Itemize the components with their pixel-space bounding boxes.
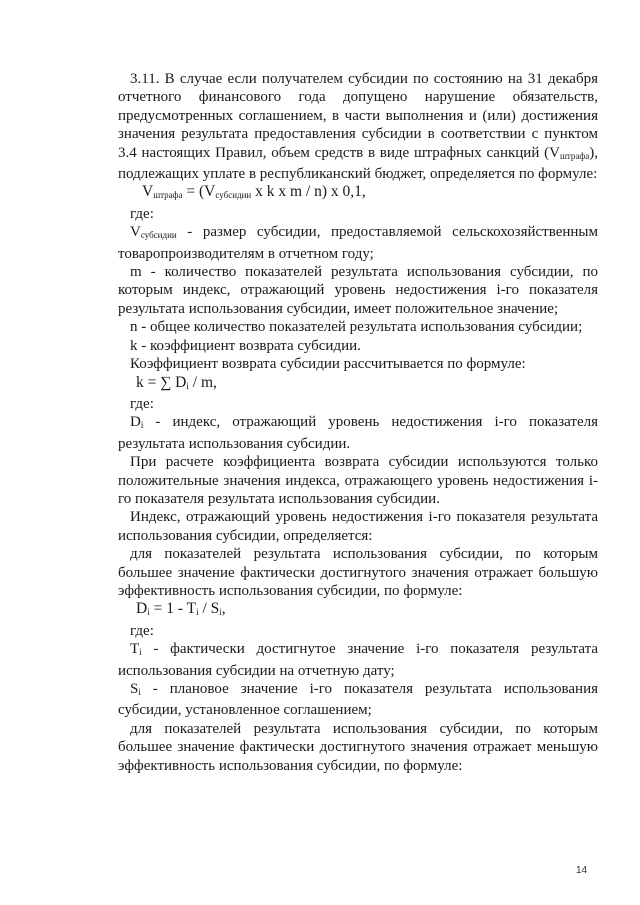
paragraph-greater-effectiveness: для показателей результата использования субсидии, по которым большее значение фактически достигнутого значения отражает большую эффективность использования субсидии, по формуле: bbox=[118, 546, 598, 599]
definition-n: n - общее количество показателей результата использования субсидии; bbox=[130, 319, 583, 336]
where-label: где: bbox=[130, 622, 154, 639]
definition-t: $T_i$ - фактически достигнутое значение i-го показателя результата использования субсидии на отчетную дату; bbox=[118, 641, 598, 679]
definition-k: k - коэффициент возврата субсидии. bbox=[130, 337, 361, 354]
where-label: где: bbox=[130, 395, 154, 412]
index-formula: $D_i = 1 - T_i / S_i$, bbox=[136, 600, 226, 618]
paragraph-index: Индекс, отражающий уровень недостижения i-го показателя результата использования субсидии, определяется: bbox=[118, 509, 598, 544]
k-intro: Коэффициент возврата субсидии рассчитывается по формуле: bbox=[130, 356, 526, 373]
page-number: 14 bbox=[576, 865, 588, 876]
paragraph-3-11: 3.11. В случае если получателем субсидии по состоянию на 31 декабря отчетного финансового года допущено нарушение обязательств, предусмотренных соглашением, в части выполнения и (или) достижения значения результата предоставления субсидии в соответствии с пунктом 3.4 настоящих Правил, объем средств в виде штрафных санкций $(V_{штрафа})$, подлежащих уплате в республиканский бюджет, определяется по формуле: bbox=[118, 71, 598, 183]
document-body bbox=[118, 70, 598, 775]
where-label: где: bbox=[130, 205, 154, 222]
return-coefficient-formula: k = ∑ $D_i$ / m, bbox=[136, 373, 217, 391]
definition-s: $S_i$ - плановое значение i-го показателя результата использования субсидии, установленное соглашением; bbox=[118, 681, 598, 719]
definition-v-subsidy: $V_{субсидии}$ - размер субсидии, предоставляемой сельскохозяйственным товаропроизводителям в отчетном году; bbox=[118, 224, 598, 262]
penalty-formula: $V_{штрафа} = (V_{субсидии}$ x k x m / n) x 0,1, bbox=[142, 183, 366, 201]
definition-d: $D_i$ - индекс, отражающий уровень недостижения i-го показателя результата использования субсидии. bbox=[118, 414, 598, 452]
paragraph-lesser-effectiveness: для показателей результата использования субсидии, по которым большее значение фактически достигнутого значения отражает меньшую эффективность использования субсидии, по формуле: bbox=[118, 720, 598, 774]
definition-m: m - количество показателей результата использования субсидии, по которым индекс, отражающий уровень недостижения i-го показателя результата использования субсидии, имеет положительное значение; bbox=[118, 264, 598, 317]
paragraph-calculation: При расчете коэффициента возврата субсидии используются только положительные значения индекса, отражающего уровень недостижения i-го показателя результата использования субсидии. bbox=[118, 454, 598, 507]
